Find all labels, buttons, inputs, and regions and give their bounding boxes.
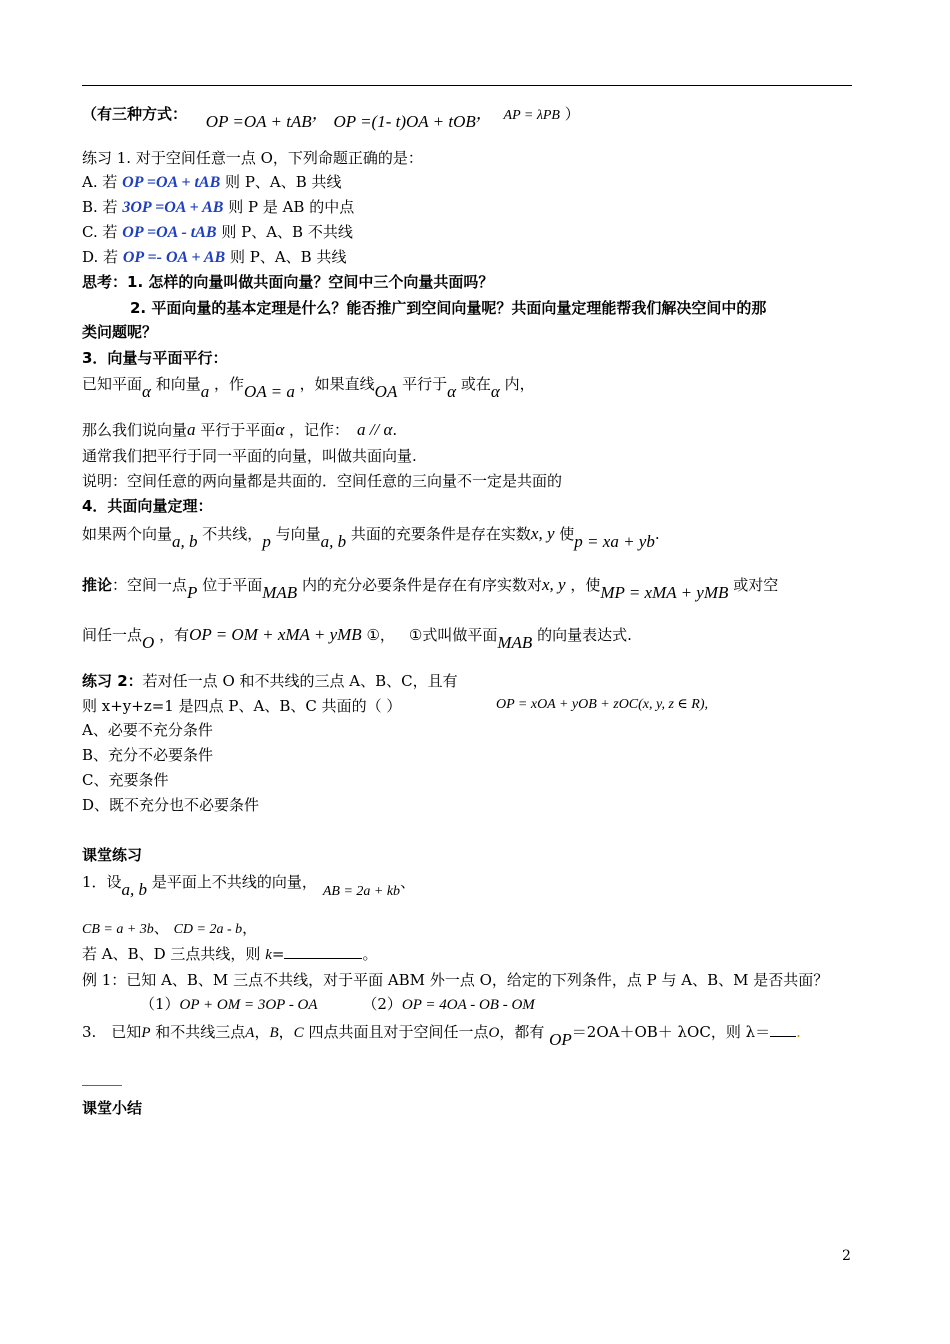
option-eq: OP =OA - tAB xyxy=(122,224,217,241)
text: 若 A、B、D 三点共线，则 xyxy=(82,945,266,963)
text: ， xyxy=(254,1023,270,1041)
practice-title: 课堂练习 xyxy=(82,846,143,864)
text: ， xyxy=(242,919,258,937)
text: 内， xyxy=(504,375,535,393)
math-mp-eq: MP = xMA + yMB xyxy=(600,583,729,602)
ex2-option-c: C、充要条件 xyxy=(82,771,169,789)
text: 。 xyxy=(362,945,378,963)
sec3-title: 3．向量与平面平行： xyxy=(82,349,228,367)
ex1-stem: 练习 1. 对于空间任意一点 O，下列命题正确的是： xyxy=(82,149,423,167)
text: ，使 xyxy=(570,576,601,594)
sec4-corollary xyxy=(82,575,779,602)
text: 共面的充要条件是存在实数 xyxy=(350,525,531,543)
math-alpha: α xyxy=(142,382,151,401)
eq-ways-3: AP = λPB xyxy=(503,108,560,123)
text: 、 xyxy=(153,919,169,937)
math-parallel: a // α xyxy=(357,420,393,439)
sec3-line2 xyxy=(82,420,397,440)
practice-1b xyxy=(82,918,257,940)
option-label: C. 若 xyxy=(82,223,118,241)
text: 位于平面 xyxy=(202,576,263,594)
text: 已知平面 xyxy=(82,375,143,393)
ex1-option-a xyxy=(82,172,342,193)
math-op-xyz: OP = xOA + yOB + zOC(x, y, z ∈ R), xyxy=(496,697,708,712)
ex1-option-d xyxy=(82,247,346,268)
text: ①， xyxy=(366,626,395,644)
sep-2: ， xyxy=(475,104,493,123)
math-oa: OA xyxy=(374,382,398,401)
practice-1c xyxy=(82,944,377,965)
think-q1 xyxy=(82,272,493,292)
text: 不共线， xyxy=(202,525,263,543)
ex2-option-a: A、必要不充分条件 xyxy=(82,721,213,739)
ways-line xyxy=(82,104,580,131)
ex2-option-d: D、既不充分也不必要条件 xyxy=(82,796,260,814)
sep-1: ， xyxy=(311,104,329,123)
text: ，如果直线 xyxy=(299,375,375,393)
sec3-line1 xyxy=(82,374,535,401)
math-a: a xyxy=(200,382,210,401)
text: 3. 已知 xyxy=(82,1023,142,1041)
math-O: O xyxy=(488,1025,500,1041)
sec3-line4: 说明：空间任意的两向量都是共面的．空间任意的三向量不一定是共面的 xyxy=(82,472,563,490)
option-text: 则 P、A、B 共线 xyxy=(229,248,347,266)
math-cd-vec: CD = 2a - b xyxy=(173,922,243,937)
option-label: D. 若 xyxy=(82,248,119,266)
math-ab: a, b xyxy=(172,532,198,551)
math-ab-vec: AB = 2a + kb xyxy=(322,884,401,899)
corollary-lead: 推论 xyxy=(82,576,113,594)
option-eq: OP =- OA + AB xyxy=(122,249,226,266)
text: 、 xyxy=(400,873,416,891)
math-ab: a, b xyxy=(121,880,148,899)
text: （1） xyxy=(140,995,180,1013)
ways-lead: （有三种方式： xyxy=(82,105,188,123)
math-p-eq: p = xa + yb xyxy=(574,532,655,551)
ex2-lead: 练习 2： xyxy=(82,672,143,690)
option-label: B. 若 xyxy=(82,198,118,216)
math-xy: x, y xyxy=(541,575,566,594)
math-alpha: α xyxy=(275,420,285,439)
text: . xyxy=(392,421,398,439)
text: 平行于平面 xyxy=(200,421,276,439)
text: ，作 xyxy=(214,375,245,393)
math-A: A xyxy=(245,1025,255,1041)
page-number: 2 xyxy=(842,1248,851,1264)
example-1-options xyxy=(140,994,535,1015)
text: 是平面上不共线的向量， xyxy=(151,873,317,891)
text: 使 xyxy=(559,525,575,543)
text: 如果两个向量 xyxy=(82,525,173,543)
math-oa-eq: OA = a xyxy=(244,382,295,401)
text: ＝2OA＋OB＋ λOC，则 λ＝ xyxy=(571,1023,771,1041)
math-o: O xyxy=(142,633,155,652)
text: ①式叫做平面 xyxy=(408,626,498,644)
math-op-eq: OP = OM + xMA + yMB xyxy=(189,625,362,644)
ex2-option-b: B、充分不必要条件 xyxy=(82,746,214,764)
sec4-theorem xyxy=(82,524,660,551)
option-label: A. 若 xyxy=(82,173,118,191)
header-rule xyxy=(82,85,852,86)
ways-close: ） xyxy=(564,105,580,123)
math-alpha: α xyxy=(447,382,457,401)
option-text: 则 P、A、B 不共线 xyxy=(221,223,353,241)
text: 间任一点 xyxy=(82,626,143,644)
text: 平行于 xyxy=(402,375,448,393)
example-1: 例 1：已知 A、B、M 三点不共线，对于平面 ABM 外一点 O，给定的下列条件，点 P 与 A、B、M 是否共面？ xyxy=(82,971,829,989)
text: 四点共面且对于空间任一点 xyxy=(308,1023,489,1041)
math-xy: x, y xyxy=(530,524,555,543)
text: 内的充分必要条件是存在有序实数对 xyxy=(301,576,542,594)
practice-3 xyxy=(82,1022,801,1049)
ex1-option-c xyxy=(82,222,353,243)
text: 的向量表达式. xyxy=(537,626,632,644)
text: ：空间一点 xyxy=(112,576,188,594)
divider xyxy=(82,1085,122,1086)
text: = xyxy=(271,945,285,963)
text: 或对空 xyxy=(733,576,779,594)
think-lead: 思考： xyxy=(82,273,128,291)
math-C: C xyxy=(293,1025,304,1041)
text: 和不共线三点 xyxy=(155,1023,246,1041)
text: 与向量 xyxy=(275,525,321,543)
option-eq: OP =OA + tAB xyxy=(122,174,221,191)
ex2-stem-1 xyxy=(82,671,458,691)
math-mab: MAB xyxy=(497,633,533,652)
text: 或在 xyxy=(460,375,491,393)
think-q2a: 2. 平面向量的基本定理是什么？能否推广到空间向量呢？共面向量定理能帮我们解决空间中的那 xyxy=(130,299,767,317)
text: （2） xyxy=(362,995,402,1013)
answer-blank[interactable] xyxy=(284,944,362,959)
math-p: p xyxy=(262,532,271,551)
math-B: B xyxy=(269,1025,279,1041)
text: ，记作： xyxy=(289,421,350,439)
math-cb-vec: CB = a + 3b xyxy=(82,922,154,937)
math-a: a xyxy=(187,420,196,439)
text: ，都有 xyxy=(499,1023,545,1041)
think-q1-text: 1. 怎样的向量叫做共面向量？空间中三个向量共面吗？ xyxy=(127,273,494,291)
practice-1a xyxy=(82,872,416,899)
math-mab: MAB xyxy=(262,583,298,602)
answer-blank[interactable] xyxy=(770,1022,796,1037)
option-text: 则 P 是 AB 的中点 xyxy=(228,198,355,216)
ex1-option-b xyxy=(82,197,354,218)
math-op: OP xyxy=(549,1030,572,1049)
summary-title: 课堂小结 xyxy=(82,1099,143,1117)
text: . xyxy=(654,525,660,543)
math-P: P xyxy=(141,1025,151,1041)
text: 若对任一点 O 和不共线的三点 A、B、C，且有 xyxy=(142,672,458,690)
text: ， xyxy=(278,1023,294,1041)
text: 1．设 xyxy=(82,873,122,891)
text: 那么我们说向量 xyxy=(82,421,188,439)
math-cond-1: OP + OM = 3OP - OA xyxy=(179,997,318,1013)
sec4-title: 4．共面向量定理： xyxy=(82,497,213,515)
think-q2b: 类问题呢？ xyxy=(82,323,158,341)
sec3-line3: 通常我们把平行于同一平面的向量，叫做共面向量. xyxy=(82,447,417,465)
math-ab: a, b xyxy=(320,532,347,551)
ex2-equation xyxy=(496,693,708,715)
math-p: P xyxy=(187,583,198,602)
math-cond-2: OP = 4OA - OB - OM xyxy=(401,997,535,1013)
math-alpha: α xyxy=(490,382,500,401)
sec4-corollary-2 xyxy=(82,625,632,652)
eq-ways-1: OP =OA + tAB xyxy=(205,112,312,131)
text: 和向量 xyxy=(155,375,201,393)
ex2-stem-2: 则 x+y+z=1 是四点 P、A、B、C 共面的（ ） xyxy=(82,697,402,715)
option-eq: 3OP =OA + AB xyxy=(122,199,224,216)
text: . xyxy=(796,1023,801,1041)
eq-ways-2: OP =(1- t)OA + tOB xyxy=(333,112,476,131)
math-k: k xyxy=(265,947,272,963)
option-text: 则 P、A、B 共线 xyxy=(225,173,342,191)
text: ，有 xyxy=(159,626,190,644)
